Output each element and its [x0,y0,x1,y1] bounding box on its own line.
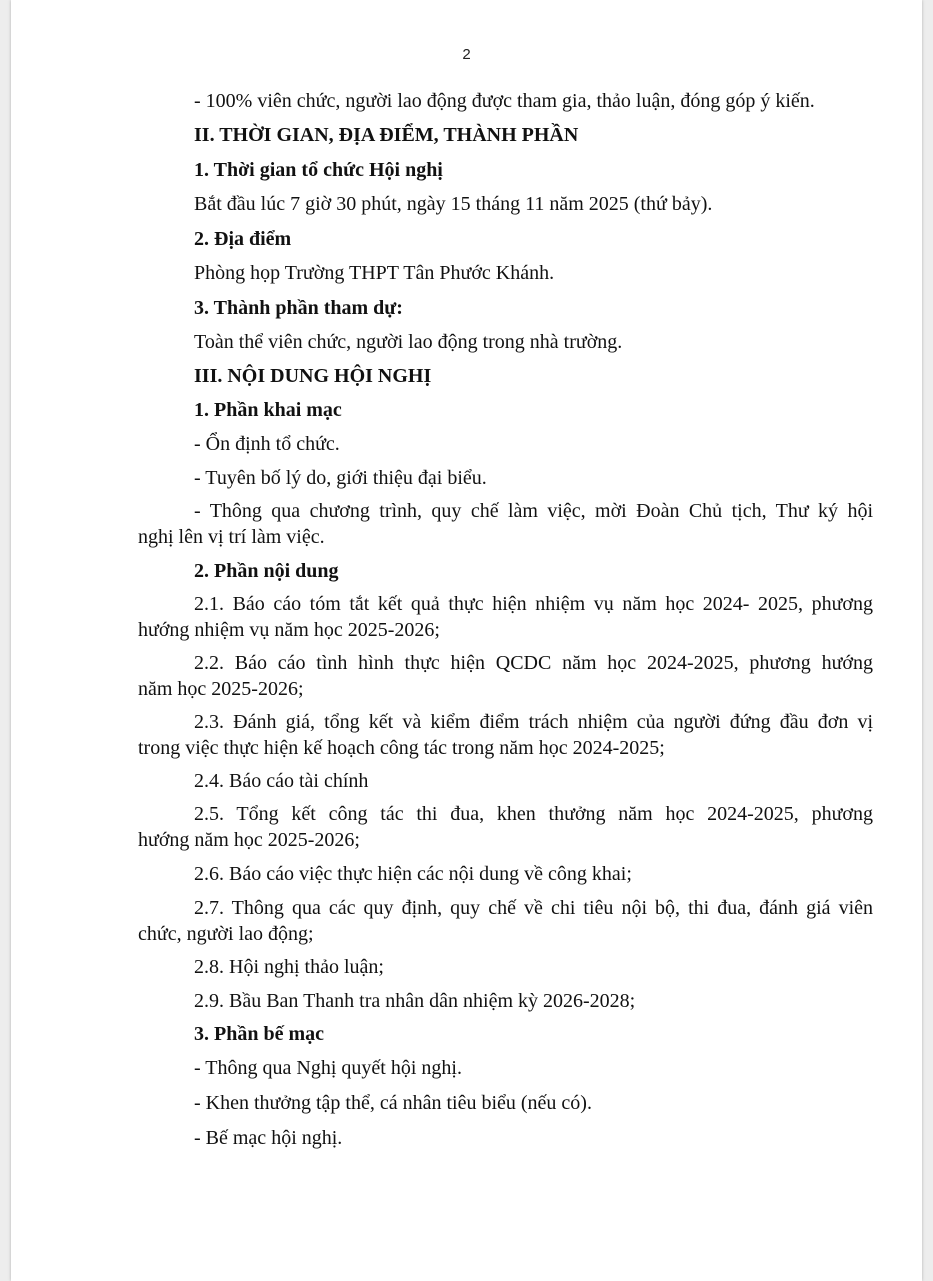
subsection-heading: 2. Địa điểm [194,228,292,250]
text-line: - Thông qua Nghị quyết hội nghị. [194,1057,462,1079]
section-heading: II. THỜI GIAN, ĐỊA ĐIỂM, THÀNH PHẦN [194,124,579,146]
text-line: 2.4. Báo cáo tài chính [194,770,369,792]
text-line: Toàn thể viên chức, người lao động trong nhà trường. [194,331,623,353]
text-line: chức, người lao động; [138,923,314,945]
subsection-heading: 1. Thời gian tổ chức Hội nghị [194,159,443,181]
text-line: hướng năm học 2025-2026; [138,829,360,851]
text-line: 2.6. Báo cáo việc thực hiện các nội dung về công khai; [194,863,632,885]
text-line: 2.7. Thông qua các quy định, quy chế về chi tiêu nội bộ, thi đua, đánh giá viên [194,897,873,919]
text-line: 2.8. Hội nghị thảo luận; [194,956,384,978]
section-heading: III. NỘI DUNG HỘI NGHỊ [194,365,432,387]
subsection-heading: 3. Thành phần tham dự: [194,297,403,319]
text-line: - Tuyên bố lý do, giới thiệu đại biểu. [194,467,487,489]
text-line: - Thông qua chương trình, quy chế làm việc, mời Đoàn Chủ tịch, Thư ký hội [194,500,873,522]
text-line: 2.1. Báo cáo tóm tắt kết quả thực hiện nhiệm vụ năm học 2024- 2025, phương [194,593,873,615]
text-line: hướng nhiệm vụ năm học 2025-2026; [138,619,440,641]
document-page [11,0,922,1281]
text-line: - Khen thưởng tập thể, cá nhân tiêu biểu (nếu có). [194,1092,592,1114]
text-line: - Bế mạc hội nghị. [194,1127,343,1149]
text-line: 2.3. Đánh giá, tổng kết và kiểm điểm trách nhiệm của người đứng đầu đơn vị [194,711,873,733]
text-line: trong việc thực hiện kế hoạch công tác trong năm học 2024-2025; [138,737,665,759]
text-line: năm học 2025-2026; [138,678,304,700]
subsection-heading: 1. Phần khai mạc [194,399,342,421]
page-number: 2 [462,46,471,63]
subsection-heading: 3. Phần bế mạc [194,1023,324,1045]
text-line: - Ổn định tổ chức. [194,433,340,455]
text-line: 2.9. Bầu Ban Thanh tra nhân dân nhiệm kỳ 2026-2028; [194,990,636,1012]
text-line: 2.2. Báo cáo tình hình thực hiện QCDC năm học 2024-2025, phương hướng [194,652,873,674]
text-line: - 100% viên chức, người lao động được tham gia, thảo luận, đóng góp ý kiến. [194,90,815,112]
text-line: nghị lên vị trí làm việc. [138,526,325,548]
text-line: Phòng họp Trường THPT Tân Phước Khánh. [194,262,555,284]
text-line: 2.5. Tổng kết công tác thi đua, khen thưởng năm học 2024-2025, phương [194,803,873,825]
subsection-heading: 2. Phần nội dung [194,560,339,582]
text-line: Bắt đầu lúc 7 giờ 30 phút, ngày 15 tháng 11 năm 2025 (thứ bảy). [194,193,713,215]
